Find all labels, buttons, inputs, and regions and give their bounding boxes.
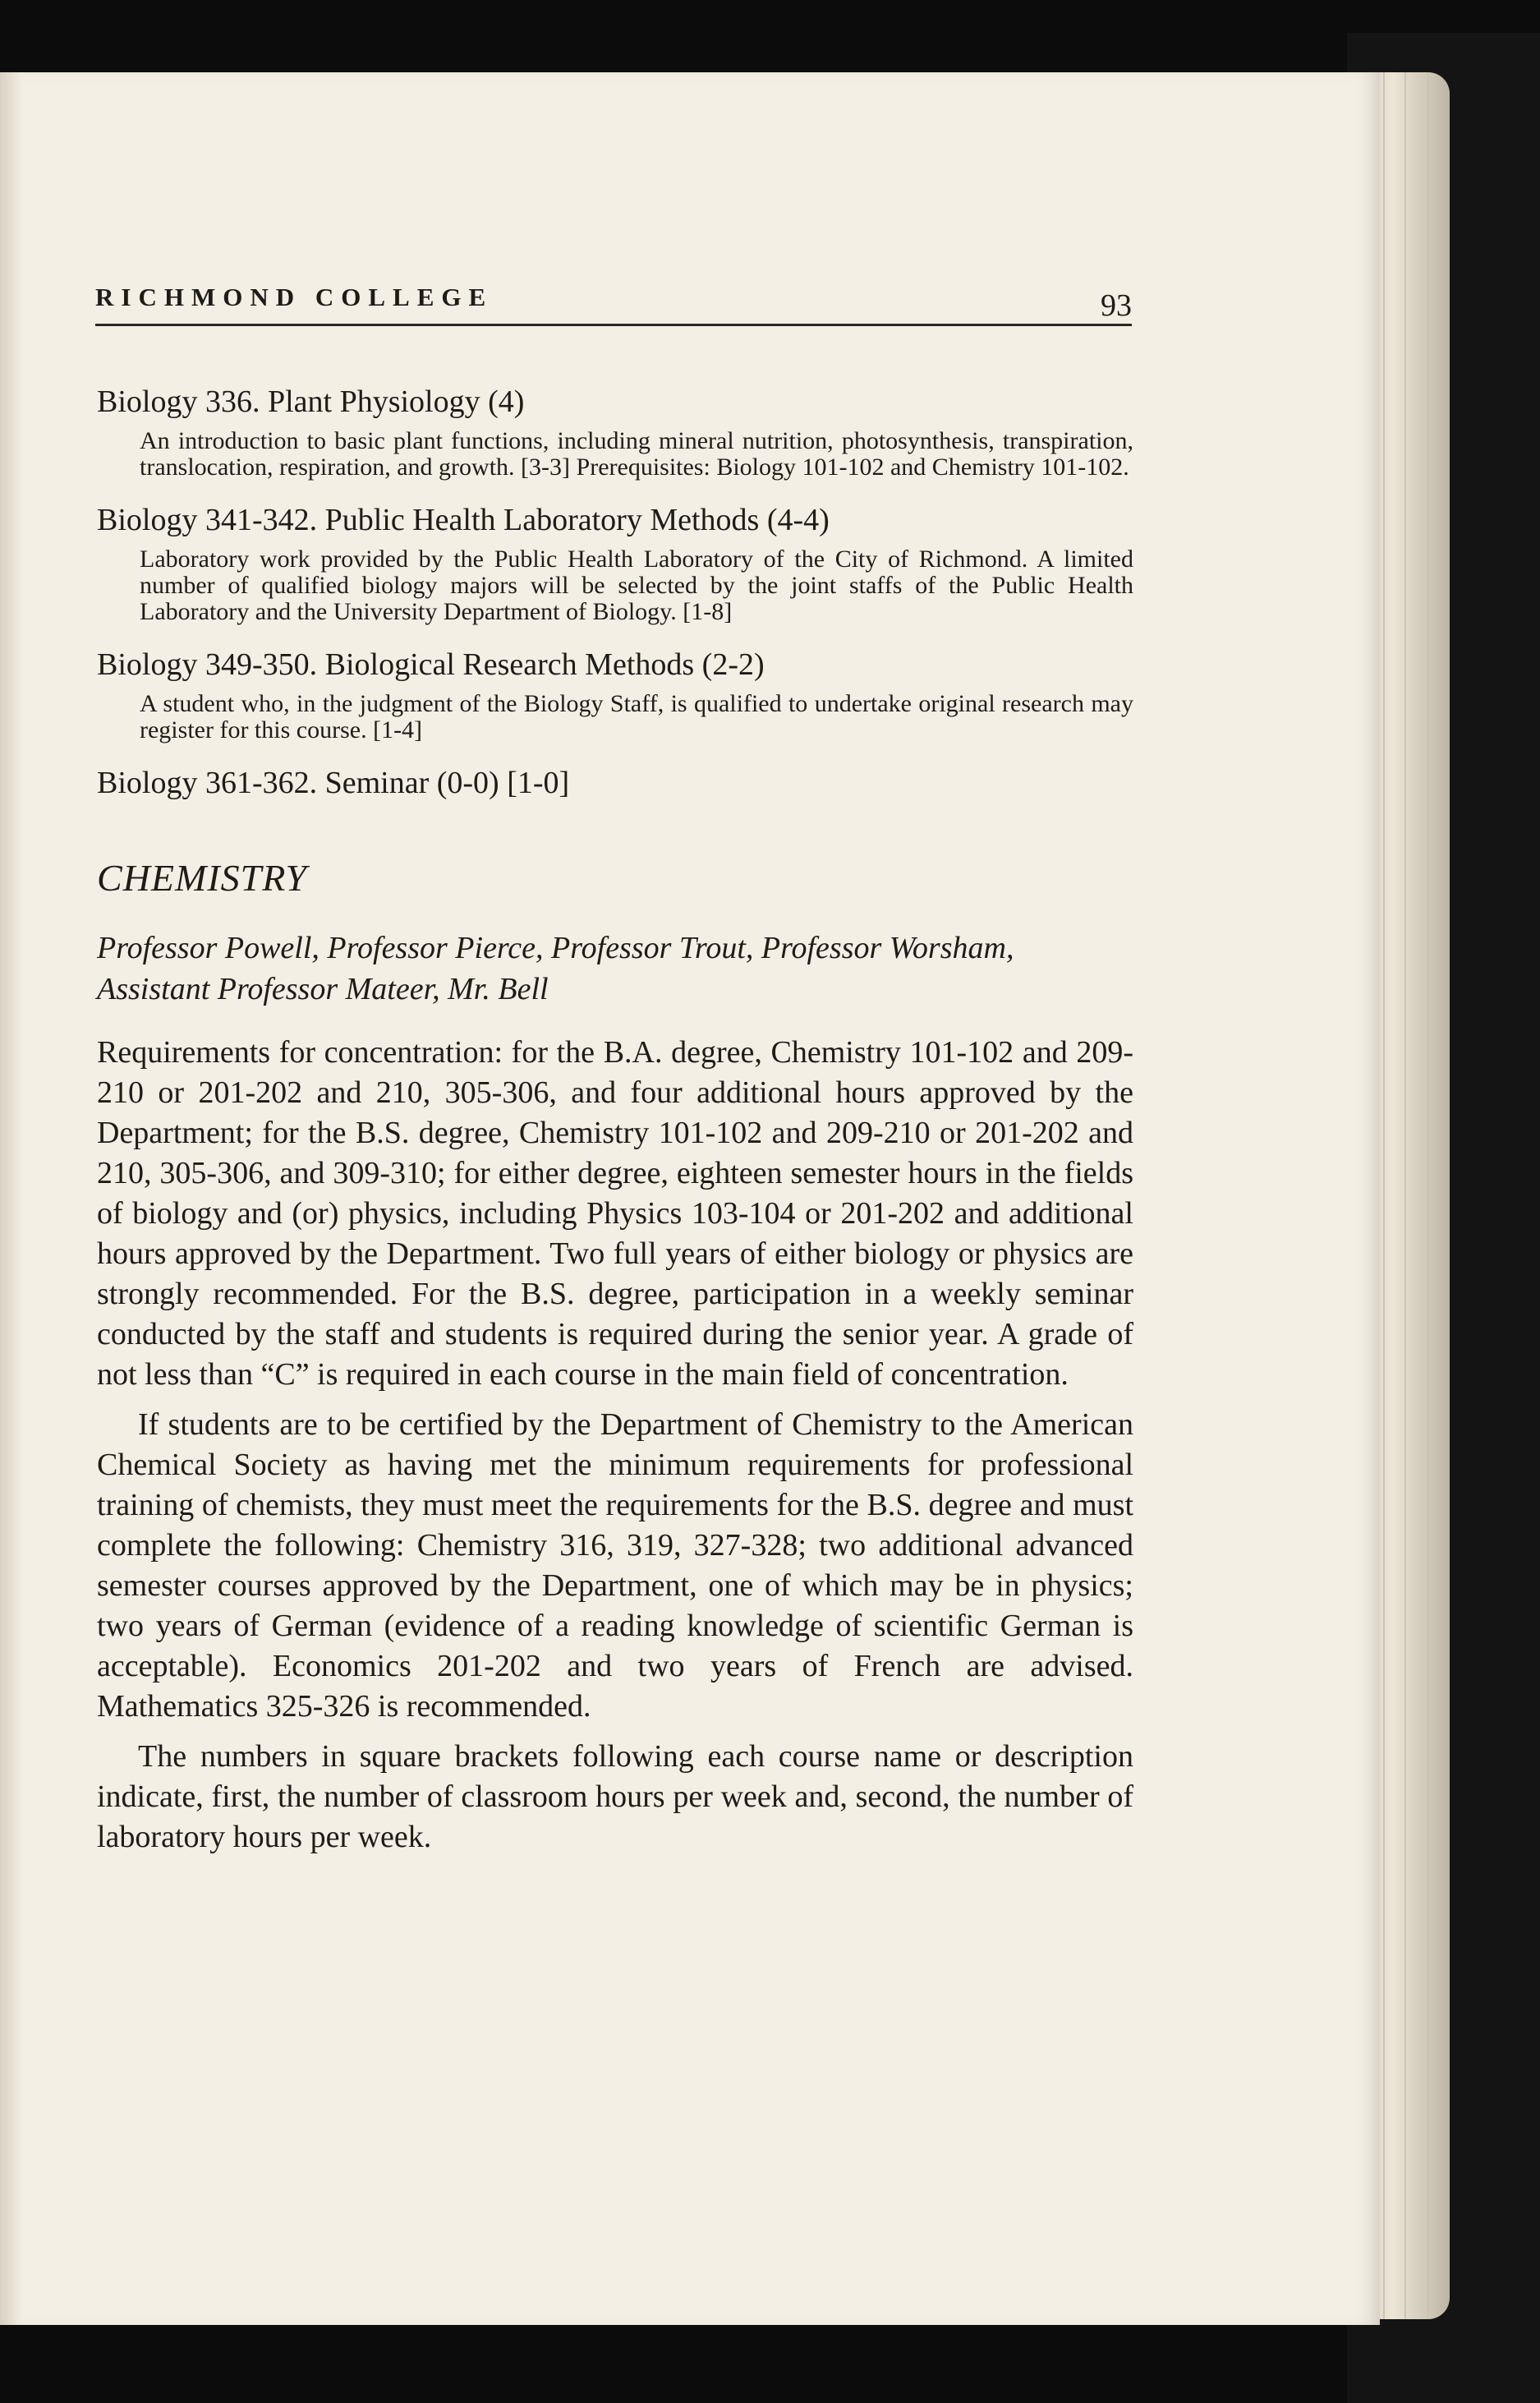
body-paragraph: If students are to be certified by the Department of Chemistry to the American Chemical Society as having met the minimum requirements for professional training of chemists, they must meet the requirements for the B.S. degree and must complete the following: Chemistry 316, 319, 327-328; two additional advanced semester courses approved by the Department, one of which may be in physics; two years of German (evidence of a reading knowledge of scientific German is acceptable). Economics 201-202 and two years of French are advised. Mathematics 325-326 is recommended.	[97, 1407, 1133, 1724]
course-title: Biology 361-362. Seminar (0-0) [1-0]	[97, 766, 570, 800]
course-title: Biology 341-342. Public Health Laboratory Methods (4-4)	[97, 503, 830, 537]
course-description: Laboratory work provided by the Public Health Laboratory of the City of Richmond. A limited number of qualified biology majors will be selected by the joint staffs of the Public Health Laboratory and the University Department of Biology. [1-8]	[140, 546, 1133, 625]
page-content	[97, 382, 1133, 1867]
course-entry	[97, 645, 1133, 743]
header-rule	[95, 324, 1132, 326]
course-entry	[97, 763, 1133, 803]
page-number: 93	[1101, 288, 1132, 323]
course-description: A student who, in the judgment of the Biology Staff, is qualified to undertake original research may register for this course. [1-4]	[140, 690, 1133, 743]
body-paragraph: The numbers in square brackets following each course name or description indicate, first, the number of classroom hours per week and, second, the number of laboratory hours per week.	[97, 1739, 1133, 1854]
course-description: An introduction to basic plant functions, including mineral nutrition, photosynthesis, transpiration, translocation, respiration, and growth. [3-3] Prerequisites: Biology 101-102 and Chemistry 101-102.	[140, 427, 1133, 481]
course-entry	[97, 500, 1133, 625]
course-title: Biology 349-350. Biological Research Methods (2-2)	[97, 647, 765, 682]
course-entry	[97, 382, 1133, 481]
section-heading: CHEMISTRY	[97, 857, 308, 899]
faculty-list: Professor Powell, Professor Pierce, Professor Trout, Professor Worsham, Assistant Professor Mateer, Mr. Bell	[97, 931, 1014, 1006]
body-paragraph: Requirements for concentration: for the B.A. degree, Chemistry 101-102 and 209-210 or 201-202 and 210, 305-306, and four additional hours approved by the Department; for the B.S. degree, Chemistry 101-102 and 209-210 or 201-202 and 210, 305-306, and 309-310; for either degree, eighteen semester hours in the fields of biology and (or) physics, including Physics 103-104 or 201-202 and additional hours approved by the Department. Two full years of either biology or physics are strongly recommended. For the B.S. degree, participation in a weekly seminar conducted by the staff and students is required during the senior year. A grade of not less than “C” is required in each course in the main field of concentration.	[97, 1035, 1133, 1392]
course-title: Biology 336. Plant Physiology (4)	[97, 384, 525, 419]
running-title: RICHMOND COLLEGE	[95, 283, 494, 311]
